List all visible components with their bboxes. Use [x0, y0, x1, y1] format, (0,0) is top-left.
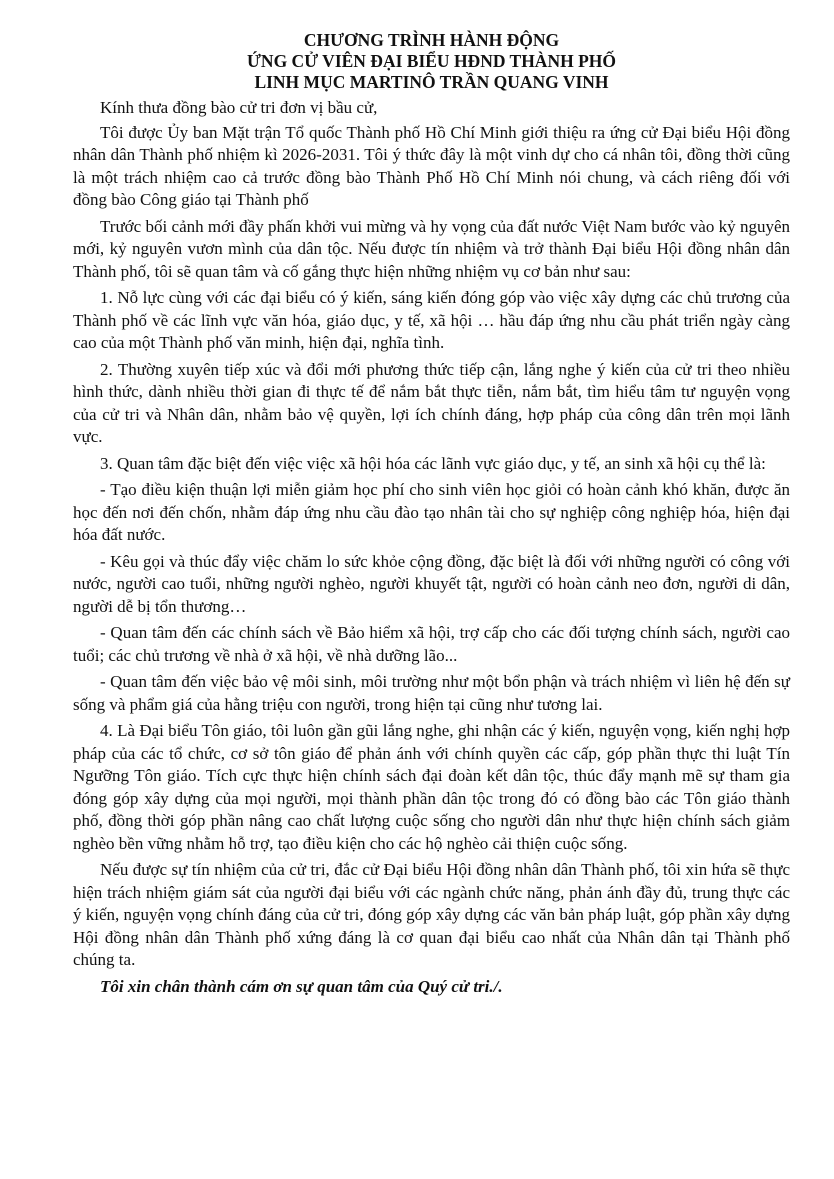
task-item-3-bullet-social-insurance: - Quan tâm đến các chính sách về Bảo hiểm xã hội, trợ cấp cho các đối tượng chính sách, người cao tuổi; các chủ trương về nhà ở xã hội, về nhà dưỡng lão...: [73, 623, 790, 665]
document-title: [73, 30, 790, 93]
title-line-2: ỨNG CỬ VIÊN ĐẠI BIỂU HĐND THÀNH PHỐ: [247, 51, 616, 71]
title-line-1: CHƯƠNG TRÌNH HÀNH ĐỘNG: [303, 30, 560, 50]
task-item-3-bullet-environment: - Quan tâm đến việc bảo vệ môi sinh, môi trường như một bổn phận và trách nhiệm vì liên hệ đến sự sống và phẩm giá của hằng triệu con người, trong hiện tại cũng như tương lai.: [73, 672, 790, 714]
task-item-3: 3. Quan tâm đặc biệt đến việc việc xã hội hóa các lãnh vực giáo dục, y tế, an sinh xã hội cụ thể là:: [100, 453, 766, 473]
pledge-paragraph: Nếu được sự tín nhiệm của cử tri, đắc cử Đại biểu Hội đồng nhân dân Thành phố, tôi xin hứa sẽ thực hiện trách nhiệm giám sát của người đại biểu với các ngành chức năng, phản ánh đầy đủ, trung thực các ý kiến, nguyện vọng chính đáng của cử tri, đóng góp xây dựng các văn bản pháp luật, góp phần xây dựng Hội đồng nhân dân Thành phố xứng đáng là cơ quan đại biểu cao nhất của Nhân dân tại Thành phố chúng ta.: [73, 860, 790, 969]
context-paragraph: Trước bối cảnh mới đầy phấn khởi vui mừng và hy vọng của đất nước Việt Nam bước vào kỷ nguyên mới, kỷ nguyên vươn mình của dân tộc. Nếu được tín nhiệm và trở thành Đại biểu Hội đồng nhân dân Thành phố, tôi sẽ quan tâm và cố gắng thực hiện những nhiệm vụ cơ bản như sau:: [73, 216, 790, 281]
task-item-2: 2. Thường xuyên tiếp xúc và đổi mới phương thức tiếp cận, lắng nghe ý kiến của cử tri theo nhiều hình thức, dành nhiều thời gian đi thực tế để nắm bắt thực tiễn, nắm bắt, tìm hiểu tâm tư nguyện vọng của cử tri và Nhân dân, nhằm bảo vệ quyền, lợi ích chính đáng, hợp pháp của công dân trên mọi lãnh vực.: [73, 359, 790, 446]
task-item-3-bullet-education: - Tạo điều kiện thuận lợi miễn giảm học phí cho sinh viên học giỏi có hoàn cảnh khó khăn, được ăn học đến nơi đến chốn, nhằm đáp ứng nhu cầu đào tạo nhân tài cho sự nghiệp công nghiệp hóa, hiện đại hóa đất nước.: [73, 480, 790, 544]
task-item-3-bullet-health: - Kêu gọi và thúc đẩy việc chăm lo sức khỏe cộng đồng, đặc biệt là đối với những người có công với nước, người cao tuổi, những người nghèo, người khuyết tật, người có hoàn cảnh neo đơn, người di dân, người dễ bị tổn thương…: [73, 551, 790, 616]
closing-line: Tôi xin chân thành cám ơn sự quan tâm của Quý cử tri./.: [100, 976, 503, 996]
title-line-3: LINH MỤC MARTINÔ TRẦN QUANG VINH: [254, 72, 609, 92]
intro-paragraph: Tôi được Ủy ban Mặt trận Tổ quốc Thành phố Hồ Chí Minh giới thiệu ra ứng cử Đại biểu Hội đồng nhân dân Thành phố nhiệm kì 2026-2031. Tôi ý thức đây là một vinh dự cho cá nhân tôi, đồng thời cũng là một trách nhiệm cao cả trước đồng bào Thành Phố Hồ Chí Minh nói chung, và cách riêng đối với đồng bào Công giáo tại Thành phố: [73, 122, 790, 209]
salutation: Kính thưa đồng bào cử tri đơn vị bầu cử,: [100, 98, 378, 117]
task-item-4: 4. Là Đại biểu Tôn giáo, tôi luôn gần gũi lắng nghe, ghi nhận các ý kiến, nguyện vọng, kiến nghị hợp pháp của các tổ chức, cơ sở tôn giáo để phản ánh với chính quyền các cấp, góp phần thực thi luật Tín Ngưỡng Tôn giáo. Tích cực thực hiện chính sách đại đoàn kết dân tộc, thúc đẩy mạnh mẽ sự tham gia đóng góp xây dựng của mọi người, mọi thành phần dân tộc trong đó có đồng bào các Tôn giáo thành phố, đồng thời góp phần nâng cao chất lượng cuộc sống cho người dân như thực hiện chính sách giảm nghèo bền vững nhằm hỗ trợ, tạo điều kiện cho các hộ nghèo cải thiện cuộc sống.: [73, 721, 790, 853]
task-item-1: 1. Nỗ lực cùng với các đại biểu có ý kiến, sáng kiến đóng góp vào việc xây dựng các chủ trương của Thành phố về các lĩnh vực văn hóa, giáo dục, y tế, xã hội … hầu đáp ứng nhu cầu phát triển ngày càng cao của một Thành phố văn minh, hiện đại, nghĩa tình.: [73, 288, 790, 352]
